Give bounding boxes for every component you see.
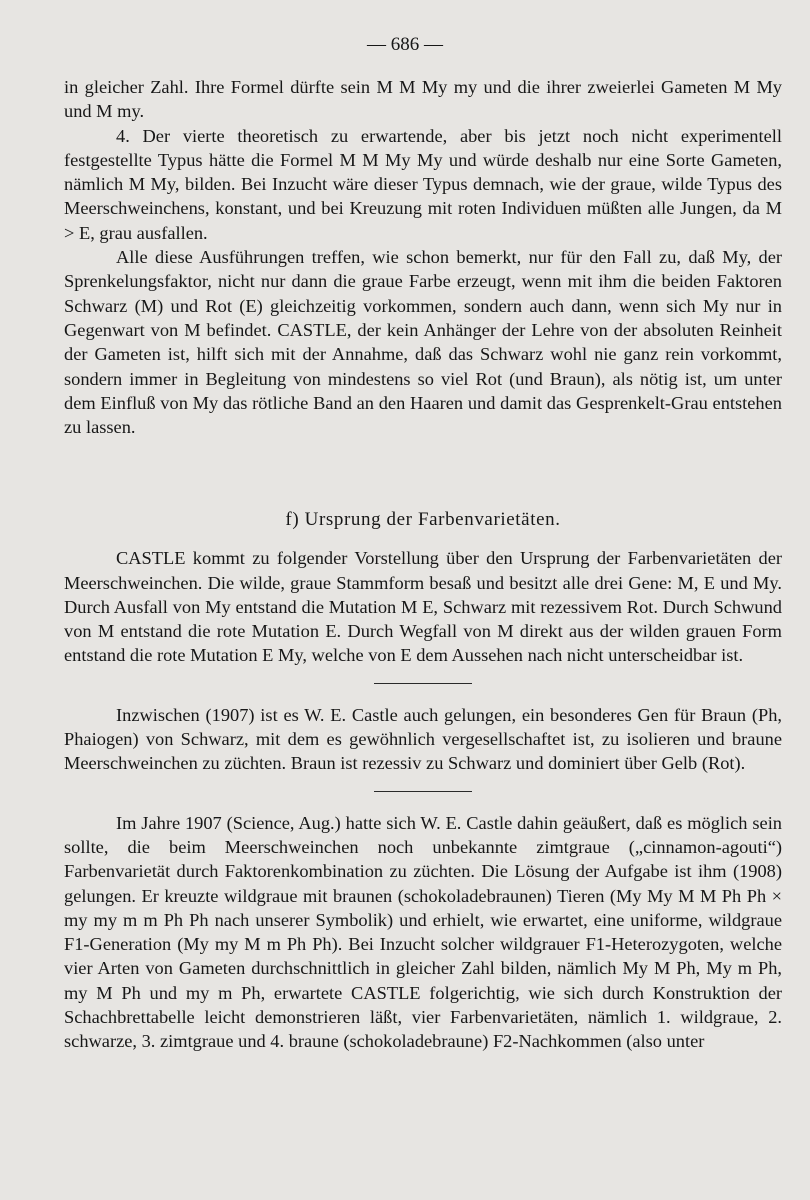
section-heading: f) Ursprung der Farbenvarietäten. — [285, 509, 561, 530]
page-number: — 686 — — [367, 34, 443, 55]
paragraph-cinnamon-agouti: Im Jahre 1907 (Science, Aug.) hatte sich W. E. Castle dahin geäußert, daß es möglich sein sollte, die beim Meerschweinchen noch unbekannte zimtgraue („cinnamon-agouti“) Farbenvarietät durch Faktorenkombination zu züchten. Die Lösung der Aufgabe ist ihm (1908) gelungen. Er kreuzte wildgraue mit braunen (schokoladebraunen) Tieren (My My M M Ph Ph × my my m m Ph Ph nach unserer Symbolik) und erhielt, wie erwartet, eine uniforme, wildgraue F1-Generation (My my M m Ph Ph). Bei Inzucht solcher wildgrauer F1-Heterozygoten, welche vier Arten von Gameten durchschnittlich in gleicher Zahl bilden, nämlich My M Ph, My m Ph, my M Ph und my m Ph, erwartete CASTLE folgerichtig, wie sich durch Konstruktion der Schachbrettabelle leicht demonstrieren läßt, vier Farbenvarietäten, nämlich 1. wildgraue, 2. schwarze, 3. zimtgraue und 4. braune (schokoladebraune) F2-Nachkommen (also unter — [64, 812, 782, 1052]
paragraph-fourth-type: 4. Der vierte theoretisch zu erwartende, aber bis jetzt noch nicht experimentell festgestellte Typus hätte die Formel M M My My und würde deshalb nur eine Sorte Gameten, nämlich M My, bilden. Bei Inzucht wäre dieser Typus demnach, wie der graue, wilde Typus des Meerschweinchens, konstant, und bei Kreuzung mit roten Individuen müßten alle Jungen, da M > E, grau ausfallen. — [64, 125, 782, 243]
paragraph-origin: CASTLE kommt zu folgender Vorstellung über den Ursprung der Farbenvarietäten der Meerschweinchen. Die wilde, graue Stammform besaß und besitzt alle drei Gene: M, E und My. Durch Ausfall von My entstand die Mutation M E, Schwarz mit rezessivem Rot. Durch Schwund von M entstand die rote Mutation E. Durch Wegfall von M direkt aus der wilden grauen Form entstand die rote Mutation E My, welche von E dem Aussehen nach nicht unterscheidbar ist. — [64, 548, 782, 666]
paragraph-castle-hypothesis: Alle diese Ausführungen treffen, wie schon bemerkt, nur für den Fall zu, daß My, der Sprenkelungsfaktor, nicht nur dann die graue Farbe erzeugt, wenn mit ihm die beiden Faktoren Schwarz (M) und Rot (E) gleichzeitig vorkommen, sondern auch dann, wenn sich My nur in Gegenwart von M befindet. CASTLE, der kein Anhänger der Lehre von der absoluten Reinheit der Gameten ist, hilft sich mit der Annahme, daß das Schwarz wohl nie ganz rein vorkommt, sondern immer in Begleitung von mindestens so viel Rot (und Braun), als nötig ist, um unter dem Einfluß von My das rötliche Band an den Haaren und damit das Gesprenkelt-Grau entstehen zu lassen. — [64, 247, 782, 438]
upper-text-block — [64, 75, 782, 439]
section-f-block — [64, 490, 782, 1054]
divider-rule — [374, 683, 472, 684]
paragraph-continuation: in gleicher Zahl. Ihre Formel dürfte sein M M My my und die ihrer zweierlei Gameten M My und M my. — [64, 77, 782, 122]
divider-rule — [374, 791, 472, 792]
paragraph-brown-gene: Inzwischen (1907) ist es W. E. Castle auch gelungen, ein besonderes Gen für Braun (Ph, Phaiogen) von Schwarz, mit dem es gewöhnlich vergesellschaftet ist, zu isolieren und braune Meerschweinchen zu züchten. Braun ist rezessiv zu Schwarz und dominiert über Gelb (Rot). — [64, 704, 782, 774]
